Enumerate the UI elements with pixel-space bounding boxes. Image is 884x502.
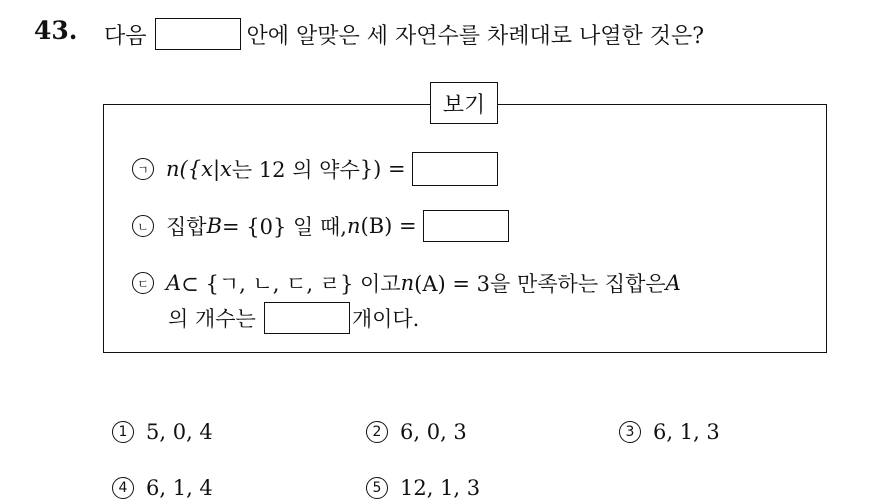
- item-a-bar: |: [212, 157, 221, 181]
- choice-number: 1: [112, 421, 134, 443]
- choice-2[interactable]: [366, 420, 467, 444]
- choice-3[interactable]: [619, 420, 720, 444]
- circle-marker-nieun: ㄴ: [132, 215, 154, 237]
- choice-number: 5: [366, 477, 388, 499]
- item-b-pre: 집합: [166, 215, 207, 239]
- item-a-blank: [412, 152, 498, 186]
- item-a-var2: x: [220, 157, 232, 181]
- item-c-set: A: [166, 271, 182, 295]
- item-a-desc: 는 12 의 약수: [231, 158, 360, 182]
- question-text: [104, 18, 704, 50]
- question-suffix: 안에 알맞은 세 자연수를 차례대로 나열한 것은?: [246, 23, 705, 49]
- item-c-mid: ⊂ {ㄱ, ㄴ, ㄷ, ㄹ} 이고: [181, 272, 401, 296]
- choice-1[interactable]: [112, 420, 213, 444]
- choice-text: 6, 0, 3: [400, 420, 467, 444]
- item-c-cond: (A) = 3을 만족하는 집합은: [414, 272, 666, 296]
- item-c-line2-pre: 의 개수는: [168, 307, 256, 331]
- item-c: [132, 268, 681, 298]
- circle-marker-giyeok: ㄱ: [132, 158, 154, 180]
- choice-number: 3: [619, 421, 641, 443]
- example-box-title: 보기: [430, 82, 498, 124]
- circle-marker-digeut: ㄷ: [132, 272, 154, 294]
- question-prefix: 다음: [104, 23, 147, 49]
- choice-text: 5, 0, 4: [146, 420, 213, 444]
- item-a-var1: x: [201, 157, 213, 181]
- item-a-pre: n({: [166, 157, 202, 181]
- choice-4[interactable]: [112, 476, 213, 500]
- question-number: 43.: [34, 16, 78, 45]
- item-c-set2: A: [665, 271, 681, 295]
- item-b-set: B: [206, 214, 223, 238]
- item-c-line2-post: 개이다.: [351, 307, 420, 331]
- item-a-post: }) =: [359, 157, 406, 181]
- answer-blank: [155, 18, 241, 50]
- item-c-line2: [168, 302, 419, 334]
- item-b-n: n: [346, 214, 361, 238]
- item-a: [132, 152, 498, 186]
- choice-text: 6, 1, 4: [146, 476, 213, 500]
- choice-text: 12, 1, 3: [400, 476, 481, 500]
- item-b-blank: [423, 210, 509, 242]
- item-b: [132, 210, 509, 242]
- item-b-eq: = {0} 일 때,: [222, 215, 347, 239]
- choice-text: 6, 1, 3: [653, 420, 720, 444]
- item-c-n: n: [400, 271, 415, 295]
- item-c-blank: [264, 302, 350, 334]
- choice-number: 2: [366, 421, 388, 443]
- choice-5[interactable]: [366, 476, 480, 500]
- choice-number: 4: [112, 477, 134, 499]
- item-b-post: (B) =: [360, 214, 417, 238]
